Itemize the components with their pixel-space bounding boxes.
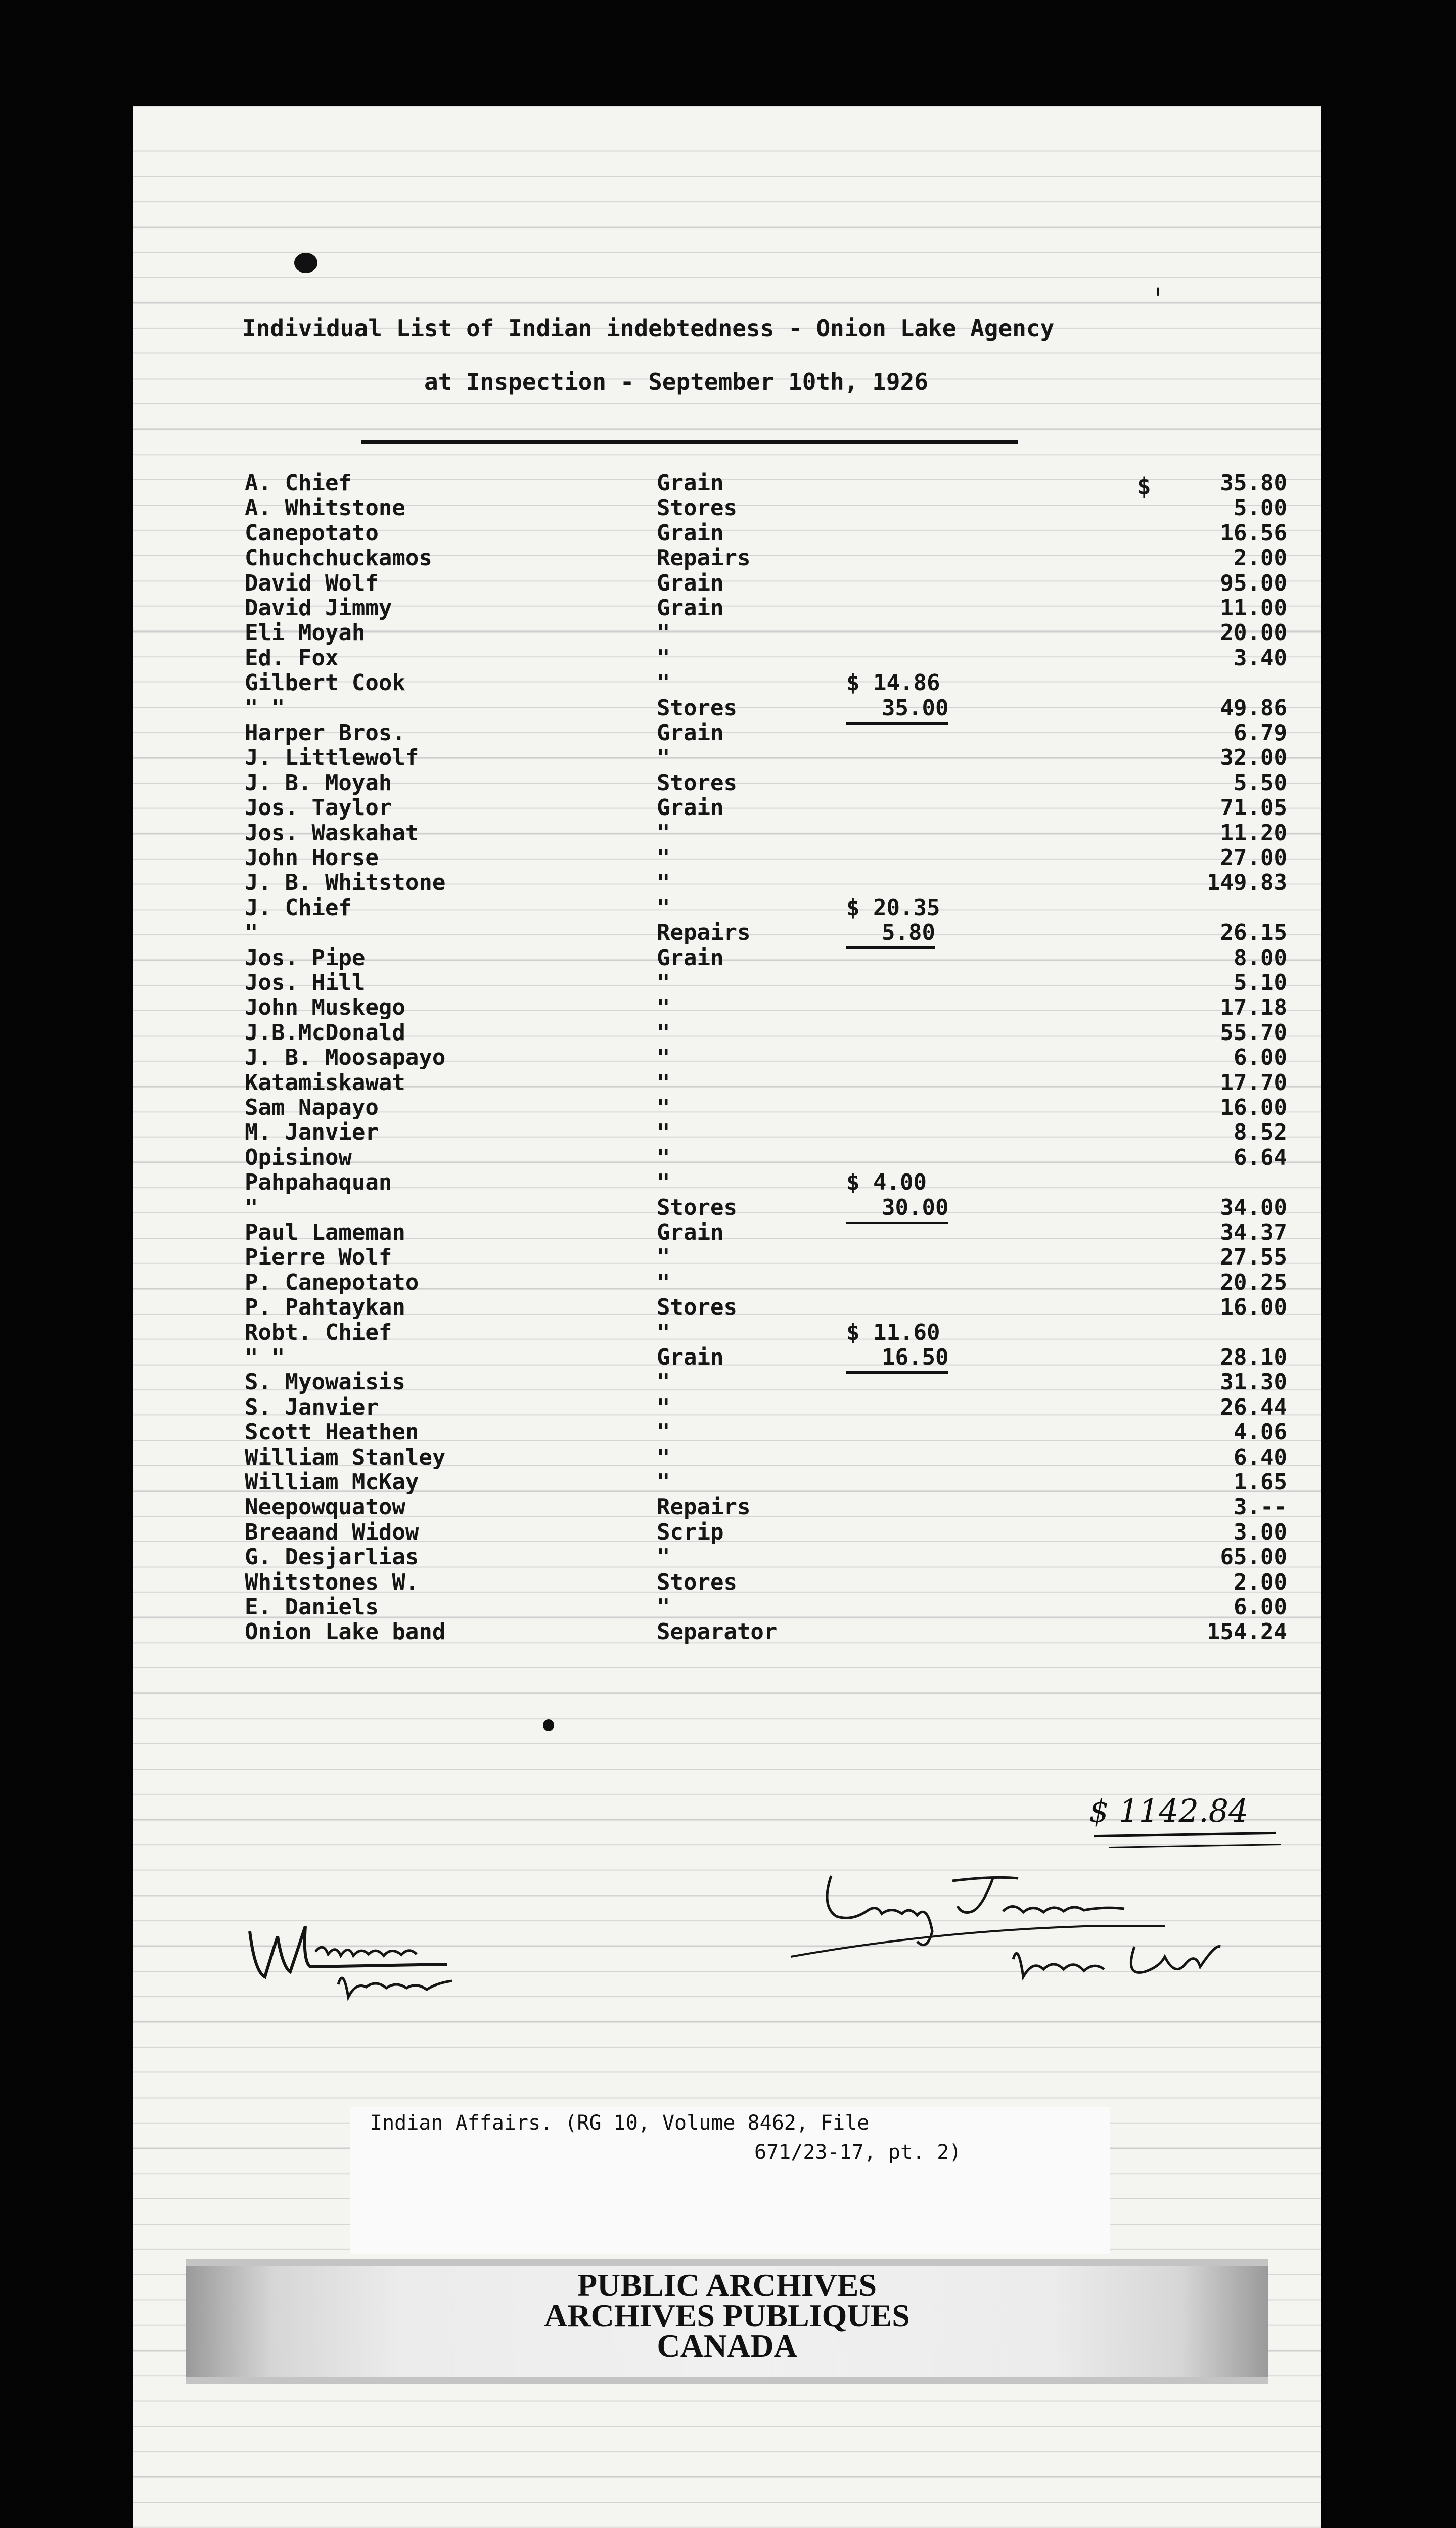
debt-amount: 6.00 bbox=[1234, 1045, 1287, 1071]
debt-amount: 31.30 bbox=[1220, 1369, 1287, 1395]
list-row bbox=[133, 695, 1321, 720]
debtor-name: Katamiskawat bbox=[245, 1069, 405, 1096]
list-row bbox=[133, 1220, 1321, 1245]
debt-amount: 95.00 bbox=[1220, 570, 1287, 596]
debt-amount: 6.00 bbox=[1234, 1594, 1287, 1620]
debt-category: " bbox=[657, 870, 670, 896]
subtotal-amount: $ 20.35 bbox=[846, 894, 940, 921]
list-row bbox=[133, 645, 1321, 670]
debt-amount: 4.06 bbox=[1234, 1419, 1287, 1446]
list-row bbox=[133, 1169, 1321, 1195]
debtor-name: S. Janvier bbox=[245, 1394, 379, 1420]
debt-amount: 3.00 bbox=[1234, 1519, 1287, 1545]
debt-amount: 3.-- bbox=[1234, 1494, 1287, 1520]
debt-category: " bbox=[657, 1369, 670, 1395]
amount-cell bbox=[1115, 570, 1287, 596]
amount-cell bbox=[1115, 1344, 1287, 1370]
debtor-name: Opisinow bbox=[245, 1144, 352, 1170]
subtotal-amount: $ 14.86 bbox=[846, 670, 940, 696]
list-row bbox=[133, 1145, 1321, 1170]
debtor-name: John Muskego bbox=[245, 995, 405, 1021]
debt-amount: 65.00 bbox=[1220, 1544, 1287, 1570]
debt-category: Repairs bbox=[657, 545, 751, 571]
list-row bbox=[133, 1095, 1321, 1120]
debt-category: " bbox=[657, 1319, 670, 1345]
debt-amount: 8.00 bbox=[1234, 944, 1287, 971]
debt-amount: 26.44 bbox=[1220, 1394, 1287, 1420]
debtor-name: J. B. Moyah bbox=[245, 770, 392, 796]
debt-category: Grain bbox=[657, 470, 724, 496]
debt-amount: 17.70 bbox=[1220, 1069, 1287, 1096]
amount-cell bbox=[1115, 1469, 1287, 1495]
debtor-name: David Jimmy bbox=[245, 595, 392, 621]
debt-amount: 26.15 bbox=[1220, 920, 1287, 946]
debt-amount: 35.80 bbox=[1220, 470, 1287, 496]
subtotal-amount: 16.50 bbox=[846, 1344, 948, 1374]
list-row bbox=[133, 520, 1321, 546]
debt-amount: 20.25 bbox=[1220, 1269, 1287, 1295]
debt-category: " bbox=[657, 1169, 670, 1196]
archive-reference-line2: 671/23-17, pt. 2) bbox=[754, 2141, 962, 2164]
amount-cell bbox=[1115, 1145, 1287, 1170]
debt-category: " bbox=[657, 1469, 670, 1495]
total-underline bbox=[1094, 1832, 1276, 1837]
debtor-name: M. Janvier bbox=[245, 1119, 379, 1146]
debt-amount: 11.00 bbox=[1220, 595, 1287, 621]
debtor-name: A. Whitstone bbox=[245, 495, 405, 521]
subtotal-amount: $ 11.60 bbox=[846, 1319, 940, 1345]
stamp-line3: CANADA bbox=[657, 2328, 797, 2364]
debtor-name: S. Myowaisis bbox=[245, 1369, 405, 1395]
list-row bbox=[133, 1020, 1321, 1045]
debt-category: " bbox=[657, 995, 670, 1021]
amount-cell bbox=[1115, 1270, 1287, 1295]
amount-cell bbox=[1115, 1045, 1287, 1070]
debt-category: " bbox=[657, 1119, 670, 1146]
debt-amount: 11.20 bbox=[1220, 820, 1287, 846]
amount-cell bbox=[1115, 645, 1287, 670]
list-row bbox=[133, 620, 1321, 645]
debt-amount: 34.00 bbox=[1220, 1194, 1287, 1221]
amount-cell bbox=[1115, 1095, 1287, 1120]
debt-amount: 20.00 bbox=[1220, 620, 1287, 646]
list-row bbox=[133, 845, 1321, 870]
debt-category: " bbox=[657, 1444, 670, 1470]
amount-cell bbox=[1115, 1619, 1287, 1644]
debtor-name: Scott Heathen bbox=[245, 1419, 419, 1446]
debt-amount: 6.64 bbox=[1234, 1144, 1287, 1170]
amount-cell bbox=[1115, 1444, 1287, 1470]
debtor-name: P. Pahtaykan bbox=[245, 1294, 405, 1321]
list-row bbox=[133, 1344, 1321, 1370]
stamp-line1: PUBLIC ARCHIVES bbox=[577, 2267, 877, 2303]
debtor-name: P. Canepotato bbox=[245, 1269, 419, 1295]
debt-amount: 1.65 bbox=[1234, 1469, 1287, 1495]
debtor-name: Breaand Widow bbox=[245, 1519, 419, 1545]
list-row bbox=[133, 870, 1321, 895]
debtor-name: J. Littlewolf bbox=[245, 745, 419, 771]
debt-category: Grain bbox=[657, 595, 724, 621]
debtor-name: Gilbert Cook bbox=[245, 670, 405, 696]
list-row bbox=[133, 795, 1321, 820]
document-title: Individual List of Indian indebtedness - Onion Lake Agency bbox=[242, 314, 1055, 342]
list-row bbox=[133, 1195, 1321, 1220]
debtor-name: Whitstones W. bbox=[245, 1569, 419, 1595]
debtor-name: J.B.McDonald bbox=[245, 1019, 405, 1046]
debt-category: " bbox=[657, 670, 670, 696]
list-row bbox=[133, 1444, 1321, 1470]
debt-category: Stores bbox=[657, 1294, 737, 1321]
amount-cell bbox=[1115, 1070, 1287, 1095]
stamp-line2: ARCHIVES PUBLIQUES bbox=[544, 2297, 910, 2333]
debtor-name: William McKay bbox=[245, 1469, 419, 1495]
list-row bbox=[133, 1594, 1321, 1619]
debt-amount: 2.00 bbox=[1234, 545, 1287, 571]
list-row bbox=[133, 970, 1321, 995]
list-row bbox=[133, 1244, 1321, 1270]
list-row bbox=[133, 920, 1321, 945]
debt-amount: 16.56 bbox=[1220, 520, 1287, 546]
list-row bbox=[133, 495, 1321, 520]
debtor-name: William Stanley bbox=[245, 1444, 446, 1470]
total-underline-2 bbox=[1109, 1844, 1281, 1848]
debtor-name: Sam Napayo bbox=[245, 1095, 379, 1120]
amount-cell bbox=[1115, 545, 1287, 570]
debt-category: " bbox=[657, 1269, 670, 1295]
debt-category: Stores bbox=[657, 1569, 737, 1595]
amount-cell bbox=[1115, 920, 1287, 945]
amount-cell bbox=[1115, 520, 1287, 546]
amount-cell bbox=[1115, 1195, 1287, 1220]
amount-cell bbox=[1115, 1394, 1287, 1420]
list-row bbox=[133, 1270, 1321, 1295]
debtor-name: John Horse bbox=[245, 845, 379, 871]
subtotal-amount: 35.00 bbox=[846, 695, 948, 725]
archive-reference-line1: Indian Affairs. (RG 10, Volume 8462, File bbox=[370, 2111, 870, 2135]
debt-category: Scrip bbox=[657, 1519, 724, 1545]
debtor-name: Eli Moyah bbox=[245, 620, 366, 646]
debt-amount: 154.24 bbox=[1207, 1619, 1287, 1645]
debt-category: " bbox=[657, 970, 670, 996]
debtor-name: Jos. Waskahat bbox=[245, 820, 419, 846]
amount-cell bbox=[1115, 1569, 1287, 1595]
debtor-name: " bbox=[245, 920, 258, 946]
debtor-name: Onion Lake band bbox=[245, 1619, 446, 1645]
amount-cell bbox=[1115, 1220, 1287, 1245]
debt-amount: 3.40 bbox=[1234, 645, 1287, 671]
debt-amount: 34.37 bbox=[1220, 1220, 1287, 1245]
debtor-name: Chuchchuckamos bbox=[245, 545, 432, 571]
debt-amount: 17.18 bbox=[1220, 995, 1287, 1021]
amount-cell bbox=[1115, 1020, 1287, 1045]
subtotal-amount: 5.80 bbox=[846, 920, 935, 949]
debtor-name: J. B. Moosapayo bbox=[245, 1045, 446, 1071]
list-row bbox=[133, 1419, 1321, 1444]
debt-amount: 5.10 bbox=[1234, 970, 1287, 996]
debt-amount: 8.52 bbox=[1234, 1119, 1287, 1146]
list-row bbox=[133, 1369, 1321, 1394]
list-row bbox=[133, 1320, 1321, 1345]
debt-category: Grain bbox=[657, 944, 724, 971]
list-row bbox=[133, 595, 1321, 620]
list-row bbox=[133, 1394, 1321, 1420]
debt-category: " bbox=[657, 845, 670, 871]
amount-cell bbox=[1115, 1244, 1287, 1270]
debtor-name: Paul Lameman bbox=[245, 1220, 405, 1245]
debt-amount: 16.00 bbox=[1220, 1294, 1287, 1321]
list-row bbox=[133, 1619, 1321, 1644]
debtor-name: J. Chief bbox=[245, 894, 352, 921]
debtor-name: " bbox=[245, 1194, 258, 1221]
debt-amount: 149.83 bbox=[1207, 870, 1287, 896]
debt-category: " bbox=[657, 820, 670, 846]
debtor-name: David Wolf bbox=[245, 570, 379, 596]
list-row bbox=[133, 895, 1321, 920]
list-row bbox=[133, 1119, 1321, 1145]
amount-cell bbox=[1115, 1494, 1287, 1519]
debtor-name: G. Desjarlias bbox=[245, 1544, 419, 1570]
debt-amount: 5.00 bbox=[1234, 495, 1287, 521]
debt-category: Separator bbox=[657, 1619, 778, 1645]
amount-cell bbox=[1115, 1294, 1287, 1320]
list-row bbox=[133, 570, 1321, 596]
debt-category: Grain bbox=[657, 1344, 724, 1370]
list-row bbox=[133, 545, 1321, 570]
debt-category: " bbox=[657, 620, 670, 646]
debt-amount: 27.00 bbox=[1220, 845, 1287, 871]
debtor-name: Jos. Taylor bbox=[245, 795, 392, 821]
archive-reference-label bbox=[350, 2107, 1110, 2254]
debtor-name: Pierre Wolf bbox=[245, 1244, 392, 1271]
amount-cell bbox=[1115, 1419, 1287, 1444]
debt-category: " bbox=[657, 1244, 670, 1271]
grand-total: $ 1142.84 bbox=[1089, 1792, 1249, 1829]
list-row bbox=[133, 1519, 1321, 1545]
list-row bbox=[133, 745, 1321, 770]
debt-amount: 5.50 bbox=[1234, 770, 1287, 796]
debtor-name: Ed. Fox bbox=[245, 645, 339, 671]
amount-cell bbox=[1115, 870, 1287, 895]
debt-amount: 49.86 bbox=[1220, 695, 1287, 721]
amount-cell bbox=[1115, 495, 1287, 520]
debt-amount: 16.00 bbox=[1220, 1095, 1287, 1120]
debt-category: " bbox=[657, 645, 670, 671]
debt-category: Stores bbox=[657, 495, 737, 521]
list-row bbox=[133, 1494, 1321, 1519]
document-subtitle: at Inspection - September 10th, 1926 bbox=[424, 368, 928, 395]
debt-category: Grain bbox=[657, 570, 724, 596]
agent-signature bbox=[781, 1856, 1286, 2022]
debtor-name: Neepowquatow bbox=[245, 1494, 405, 1520]
debt-category: " bbox=[657, 1095, 670, 1120]
debt-amount: 2.00 bbox=[1234, 1569, 1287, 1595]
debt-amount: 71.05 bbox=[1220, 795, 1287, 821]
amount-cell bbox=[1115, 695, 1287, 720]
debt-category: " bbox=[657, 1544, 670, 1570]
debt-amount: 27.55 bbox=[1220, 1244, 1287, 1271]
debt-category: Grain bbox=[657, 1220, 724, 1245]
public-archives-stamp bbox=[186, 2259, 1268, 2384]
debt-category: " bbox=[657, 745, 670, 771]
amount-cell bbox=[1115, 845, 1287, 870]
debtor-name: Robt. Chief bbox=[245, 1319, 392, 1345]
amount-cell bbox=[1115, 995, 1287, 1020]
list-row bbox=[133, 820, 1321, 845]
list-row bbox=[133, 1294, 1321, 1320]
list-row bbox=[133, 470, 1321, 495]
list-row bbox=[133, 1469, 1321, 1495]
debtor-name: J. B. Whitstone bbox=[245, 870, 446, 896]
debt-amount: 6.79 bbox=[1234, 720, 1287, 746]
debt-category: " bbox=[657, 1594, 670, 1620]
amount-cell bbox=[1115, 1519, 1287, 1545]
list-row bbox=[133, 1544, 1321, 1569]
amount-cell bbox=[1115, 945, 1287, 970]
list-row bbox=[133, 720, 1321, 745]
list-row bbox=[133, 1045, 1321, 1070]
debt-category: " bbox=[657, 1045, 670, 1071]
amount-cell bbox=[1115, 470, 1287, 495]
debtor-name: Jos. Hill bbox=[245, 970, 366, 996]
amount-cell bbox=[1115, 1594, 1287, 1619]
debt-category: " bbox=[657, 1144, 670, 1170]
debt-amount: 55.70 bbox=[1220, 1019, 1287, 1046]
amount-cell bbox=[1115, 1369, 1287, 1394]
list-row bbox=[133, 995, 1321, 1020]
debt-amount: 6.40 bbox=[1234, 1444, 1287, 1470]
debtor-name: Jos. Pipe bbox=[245, 944, 366, 971]
amount-cell bbox=[1115, 745, 1287, 770]
list-row bbox=[133, 670, 1321, 695]
debt-amount: 32.00 bbox=[1220, 745, 1287, 771]
debt-category: " bbox=[657, 1069, 670, 1096]
debt-category: Grain bbox=[657, 720, 724, 746]
amount-cell bbox=[1115, 1119, 1287, 1145]
subtotal-amount: 30.00 bbox=[846, 1195, 948, 1224]
list-row bbox=[133, 1569, 1321, 1595]
debtor-name: Pahpahaquan bbox=[245, 1169, 392, 1196]
debt-category: Stores bbox=[657, 770, 737, 796]
debtor-name: " " bbox=[245, 695, 285, 721]
debt-category: Grain bbox=[657, 795, 724, 821]
list-row bbox=[133, 1070, 1321, 1095]
debt-category: Stores bbox=[657, 695, 737, 721]
amount-cell bbox=[1115, 595, 1287, 620]
amount-cell bbox=[1115, 720, 1287, 745]
debt-amount: 28.10 bbox=[1220, 1344, 1287, 1370]
debt-category: " bbox=[657, 1019, 670, 1046]
subtotal-amount: $ 4.00 bbox=[846, 1169, 927, 1196]
list-row bbox=[133, 945, 1321, 970]
debtor-name: Harper Bros. bbox=[245, 720, 405, 746]
amount-cell bbox=[1115, 970, 1287, 995]
amount-cell bbox=[1115, 620, 1287, 645]
amount-cell bbox=[1115, 795, 1287, 820]
debtor-name: E. Daniels bbox=[245, 1594, 379, 1620]
amount-cell bbox=[1115, 1544, 1287, 1569]
debt-category: Grain bbox=[657, 520, 724, 546]
amount-cell bbox=[1115, 770, 1287, 795]
debt-category: " bbox=[657, 1394, 670, 1420]
debt-category: " bbox=[657, 894, 670, 921]
amount-cell bbox=[1115, 820, 1287, 845]
debtor-name: " " bbox=[245, 1344, 285, 1370]
inspector-signature bbox=[235, 1896, 518, 2007]
debtor-name: A. Chief bbox=[245, 470, 352, 496]
debt-category: Repairs bbox=[657, 920, 751, 946]
title-rule bbox=[361, 440, 1018, 444]
debt-category: " bbox=[657, 1419, 670, 1446]
currency-symbol: $ bbox=[1137, 473, 1151, 500]
debt-category: Stores bbox=[657, 1194, 737, 1221]
list-row bbox=[133, 770, 1321, 795]
debt-category: Repairs bbox=[657, 1494, 751, 1520]
debtor-name: Canepotato bbox=[245, 520, 379, 546]
